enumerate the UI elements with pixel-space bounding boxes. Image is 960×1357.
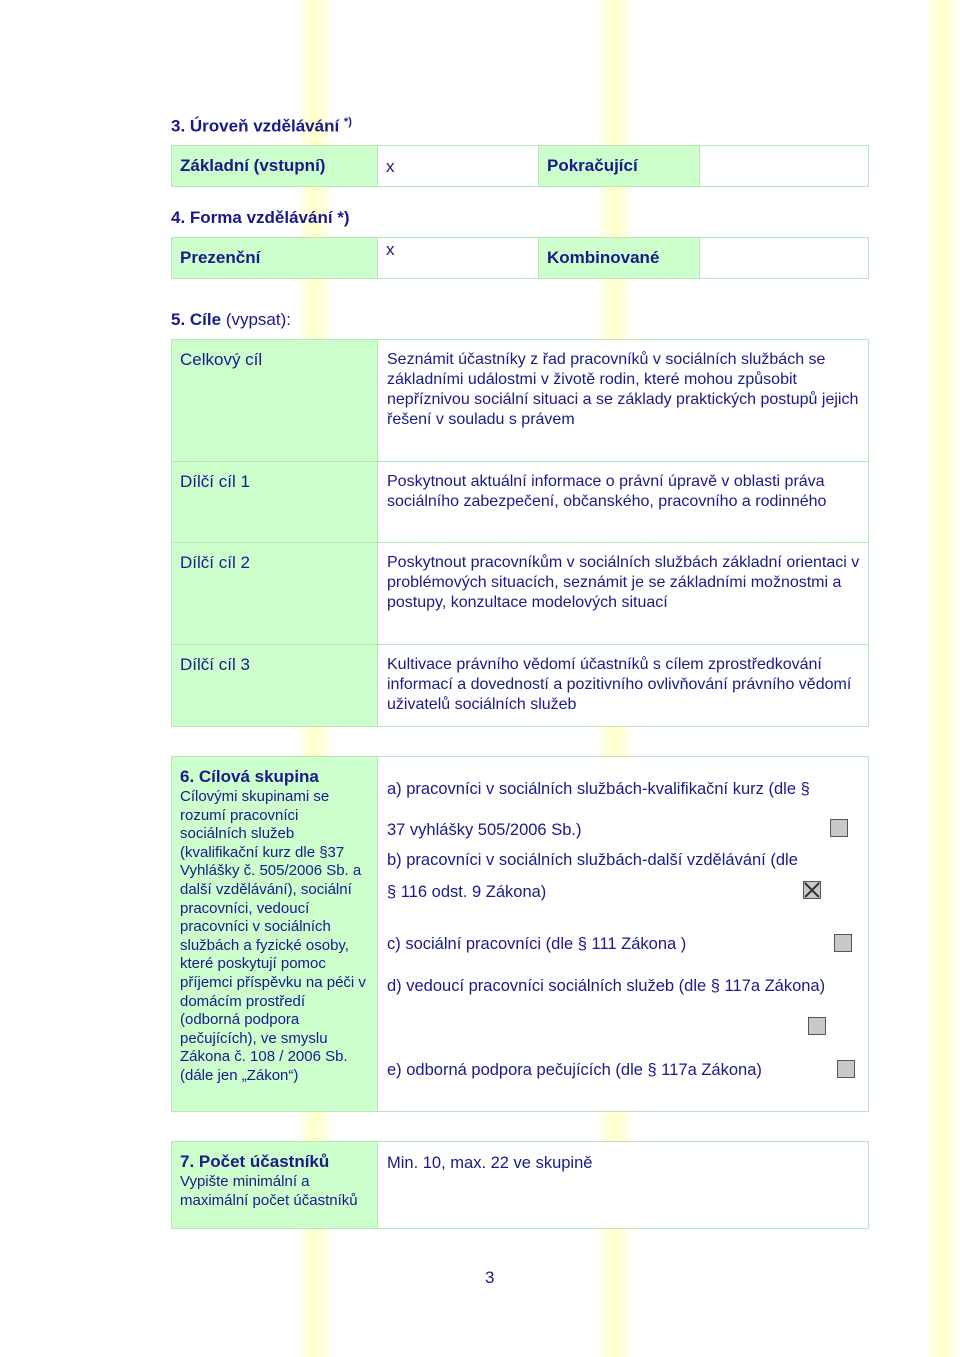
option-b-line1: b) pracovníci v sociálních službách-další vzdělávání (dle — [387, 851, 798, 869]
section3-title-text: 3. Úroveň vzdělávání — [171, 116, 340, 136]
basic-label-cell — [172, 146, 378, 187]
goal-text: Poskytnout aktuální informace o právní úpravě v oblasti práva sociálního zabezpečení, občanského, pracovního a rodinného — [387, 473, 827, 510]
basic-value: x — [386, 157, 395, 176]
option-e-label: e) odborná podpora pečujících (dle § 117a Zákona) — [387, 1061, 762, 1079]
basic-label: Základní (vstupní) — [180, 156, 326, 175]
goal-row — [172, 645, 869, 727]
participants-description: Vypište minimální a maximální počet účastníků — [180, 1173, 358, 1209]
goal-label: Dílčí cíl 1 — [180, 472, 250, 491]
combined-label: Kombinované — [547, 248, 660, 267]
option-b-checkbox[interactable] — [803, 881, 821, 899]
option-a-checkbox[interactable] — [830, 819, 848, 837]
continuing-value-cell[interactable] — [700, 146, 869, 187]
option-b-line2: § 116 odst. 9 Zákona) — [387, 883, 547, 901]
goal-text-cell[interactable] — [378, 543, 869, 645]
option-d-checkbox[interactable] — [808, 1017, 826, 1035]
participants-value-cell[interactable] — [378, 1142, 869, 1229]
goal-text: Seznámit účastníky z řad pracovníků v sociálních službách se základními událostmi v životě rodin, které mohou způsobit nepříznivou sociální situaci a se základy praktických postupů jejich řešení v souladu s právem — [387, 351, 859, 428]
goal-text: Kultivace právního vědomí účastníků s cílem zprostředkování informací a dovedností a pozitivního ovlivňování právního vědomí uživatelů sociálních služeb — [387, 656, 852, 713]
target-group-table — [171, 756, 869, 1112]
option-a-line1: a) pracovníci v sociálních službách-kvalifikační kurz (dle § — [387, 780, 810, 798]
option-c-checkbox[interactable] — [834, 934, 852, 952]
target-group-options-cell — [378, 757, 869, 1112]
goal-label-cell — [172, 543, 378, 645]
combined-label-cell — [539, 238, 700, 279]
participants-value: Min. 10, max. 22 ve skupině — [387, 1154, 593, 1172]
participants-title: 7. Počet účastníků — [180, 1152, 330, 1171]
option-c-label: c) sociální pracovníci (dle § 111 Zákona ) — [387, 935, 687, 953]
goal-label-cell — [172, 645, 378, 727]
target-group-title: 6. Cílová skupina — [180, 767, 319, 786]
page-number: 3 — [485, 1268, 495, 1287]
participants-desc-cell — [172, 1142, 378, 1229]
fulltime-label-cell — [172, 238, 378, 279]
fulltime-value: x — [386, 240, 395, 259]
goal-row — [172, 543, 869, 645]
section5-title-prefix: 5. Cíle — [171, 310, 222, 329]
goal-row — [172, 340, 869, 462]
combined-value-cell[interactable] — [700, 238, 869, 279]
goal-label: Dílčí cíl 2 — [180, 553, 250, 572]
fulltime-value-cell[interactable] — [378, 238, 539, 279]
section3-table — [171, 145, 869, 187]
target-group-desc-cell — [172, 757, 378, 1112]
goal-text: Poskytnout pracovníkům v sociálních službách základní orientaci v problémových situacích, seznámit je se základními možnostmi a postupy, konzultace modelových situací — [387, 554, 860, 611]
fulltime-label: Prezenční — [180, 248, 261, 267]
basic-value-cell[interactable] — [378, 146, 539, 187]
participants-table — [171, 1141, 869, 1229]
goal-label-cell — [172, 462, 378, 543]
goal-label: Celkový cíl — [180, 350, 263, 369]
option-d-label: d) vedoucí pracovníci sociálních služeb (dle § 117a Zákona) — [387, 977, 826, 995]
continuing-label: Pokračující — [547, 156, 638, 175]
target-group-description: Cílovými skupinami se rozumí pracovníci sociálních služeb (kvalifikační kurz dle §37 Vyhlášky č. 505/2006 Sb. a další vzdělávání), sociální pracovníci, vedoucí pracovníci v sociálních službách a fyzické osoby, které poskytují pomoc příjemci příspěvku na péči v domácím prostředí (odborná podpora pečujících), ve smyslu Zákona č. 108 / 2006 Sb. (dále jen „Zákon“) — [180, 788, 366, 1084]
section4-title: 4. Forma vzdělávání *) — [171, 208, 350, 227]
continuing-label-cell — [539, 146, 700, 187]
goals-table — [171, 339, 869, 727]
section3-title — [171, 116, 352, 137]
section3-title-mark: *) — [343, 116, 352, 128]
option-e-checkbox[interactable] — [837, 1060, 855, 1078]
section5-title — [171, 310, 291, 330]
goal-label: Dílčí cíl 3 — [180, 655, 250, 674]
background-stripe — [928, 0, 958, 1357]
goal-label-cell — [172, 340, 378, 462]
goal-text-cell[interactable] — [378, 645, 869, 727]
goal-row — [172, 462, 869, 543]
option-a-line2: 37 vyhlášky 505/2006 Sb.) — [387, 821, 582, 839]
section4-table — [171, 237, 869, 279]
goal-text-cell[interactable] — [378, 462, 869, 543]
goal-text-cell[interactable] — [378, 340, 869, 462]
section5-title-suffix: (vypsat): — [221, 310, 291, 329]
